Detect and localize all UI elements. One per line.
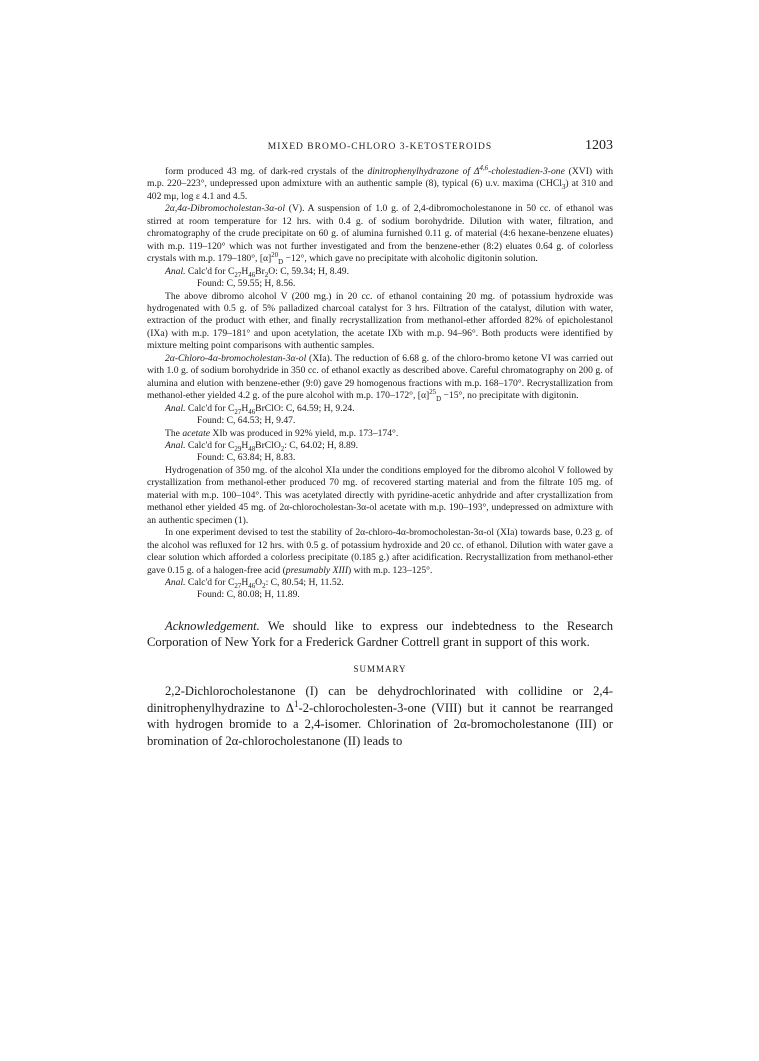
text-run: O: C, 59.34; H, 8.49.: [268, 265, 349, 277]
text-run: Found: C, 80.08; H, 11.89.: [197, 589, 300, 601]
text-run: Calc'd for C: [185, 576, 235, 588]
text-run: -2-chlorocholesten-3-one (VIII) but it cannot be rearranged with hydrogen bromide to a 2,4-isomer. Chlorination of 2α-bromocholestanone (III) or bromination of 2α-chlorocholestanone (II) leads to: [147, 700, 613, 748]
text-run: acetate: [182, 427, 211, 439]
found-line: [147, 452, 613, 464]
text-run: BrClO: [255, 439, 281, 451]
superscript: 25: [429, 388, 437, 396]
subscript: D: [436, 396, 442, 404]
text-run: Br: [255, 265, 265, 277]
text-run: The above dibromo alcohol V (200 mg.) in 20 cc. of ethanol containing 20 mg. of potassium hydroxide was hydrogenated with 0.5 g. of 5% palladized charcoal catalyst for 3 hrs. Filtration of the catalyst, dilution with water, extraction of the product with ether, and finally recrystallization from methanol-ether afforded 82% of epicholestanol (IXa) with m.p. 179–181° and upon acetylation, the acetate IXb with m.p. 94–96°. Both products were identified by mixture melting point comparisons with authentic samples.: [147, 290, 613, 352]
journal-page: [147, 138, 613, 749]
text-run: BrClO: C, 64.59; H, 9.24.: [255, 402, 355, 414]
subscript: 48: [248, 445, 256, 453]
text-run: Anal.: [165, 265, 186, 277]
subscript: D: [278, 259, 284, 267]
text-run: Calc'd for C: [185, 439, 235, 451]
page-header: [147, 138, 613, 162]
text-run: Anal.: [165, 439, 186, 451]
subscript: 3: [561, 184, 566, 192]
found-line: [147, 589, 613, 601]
text-run: : C, 80.54; H, 11.52.: [265, 576, 344, 588]
analysis-line: [147, 428, 613, 440]
text-run: Calc'd for C: [185, 402, 235, 414]
body-paragraph: [147, 166, 613, 203]
text-run: In one experiment devised to test the stability of 2α-chloro-4α-bromocholestan-3α-ol (XIa) towards base, 0.23 g. of the alcohol was refluxed for 12 hrs. with 0.5 g. of potassium hydroxide and 20 cc. of ethanol. Dilution with water gave a clear solution which afforded a colorless precipitate (0.185 g.) after acidification. Recrystallization from methanol-ether gave 0.15 g. of a halogen-free acid (: [147, 527, 613, 576]
text-run: dinitrophenylhydrazone of Δ: [367, 166, 480, 177]
subscript: 2: [264, 271, 269, 279]
text-run: H: [241, 402, 249, 414]
text-run: ) at 310 and 402 mμ, log ε 4.1 and 4.5.: [147, 178, 613, 202]
text-run: Anal.: [165, 576, 186, 588]
analysis-line: [147, 577, 613, 589]
summary-heading: SUMMARY: [353, 664, 407, 675]
subscript: 29: [234, 445, 242, 453]
text-run: 2α,4α-Dibromocholestan-3α-ol: [165, 203, 286, 215]
text-run: Acknowledgement.: [165, 618, 260, 633]
text-run: The: [165, 427, 183, 439]
text-run: Anal.: [165, 402, 186, 414]
subscript: 46: [248, 271, 256, 279]
body-paragraph: [147, 203, 613, 265]
analysis-line: [147, 403, 613, 415]
text-run: −12°, which gave no precipitate with alcoholic digitonin solution.: [283, 253, 538, 265]
text-run: 2α-Chloro-4α-bromocholestan-3α-ol: [165, 352, 307, 364]
text-run: H: [241, 439, 249, 451]
text-run: 2,2-Dichlorocholestanone (I) can be dehydrochlorinated with collidine or 2,4-dinitrophenylhydrazine to Δ: [147, 684, 613, 715]
text-run: ) with m.p. 123–125°.: [348, 564, 433, 576]
acknowledgement-section: [147, 618, 613, 651]
subscript: 27: [234, 408, 242, 416]
subscript: 27: [234, 582, 242, 590]
text-run: (XVI) with m.p. 220–223°, undepressed upon admixture with an authentic sample (8), typical (6) u.v. maxima (CHCl: [147, 166, 613, 190]
text-run: Found: C, 63.84; H, 8.83.: [197, 452, 296, 464]
text-run: XIb was produced in 92% yield, m.p. 173–174°.: [210, 427, 399, 439]
summary-paragraph: [147, 683, 613, 749]
text-run: Found: C, 59.55; H, 8.56.: [197, 278, 296, 290]
subscript: 2: [280, 445, 285, 453]
text-run: −15°, no precipitate with digitonin.: [441, 390, 579, 402]
text-run: Hydrogenation of 350 mg. of the alcohol XIa under the conditions employed for the dibromo alcohol V followed by crystallization from methanol-ether produced 70 mg. of recovered starting material and from the filtrate 105 mg. of material with m.p. 100–104°. This was acetylated directly with pyridine-acetic anhydride and after crystallization from methanol ether yielded 45 mg. of 2α-chlorocholestan-3α-ol acetate with m.p. 190–193°, undepressed on admixture with an authentic specimen (1).: [147, 464, 613, 526]
found-line: [147, 278, 613, 290]
body-paragraph: [147, 291, 613, 353]
text-run: Calc'd for C: [185, 265, 235, 277]
superscript: 4,6: [479, 164, 489, 172]
text-run: We should like to express our indebtedness to the Research Corporation of New York for a Frederick Gardner Cottrell grant in support of this work.: [147, 618, 613, 650]
running-title: MIXED BROMO-CHLORO 3-KETOSTEROIDS: [267, 142, 493, 152]
found-line: [147, 415, 613, 427]
text-run: O: [255, 576, 263, 588]
text-run: form produced 43 mg. of dark-red crystals of the: [165, 166, 368, 177]
text-run: -cholestadien-3-one: [488, 166, 565, 177]
body-paragraph: [147, 527, 613, 577]
text-run: H: [241, 265, 249, 277]
subscript: 27: [234, 271, 242, 279]
text-run: (XIa). The reduction of 6.68 g. of the chloro-bromo ketone VI was carried out with 1.0 g. of sodium borohydride in 350 cc. of ethanol exactly as described above. Careful chromatography on 200 g. of alumina and elution with benzene-ether (9:0) gave 29 homogenous fractions with m.p. 168–170°. Recrystallization from methanol-ether yielded 4.2 g. of the pure alcohol with m.p. 170–172°, [α]: [147, 352, 613, 402]
text-run: Found: C, 64.53; H, 9.47.: [197, 415, 296, 427]
text-run: presumably XIII: [285, 564, 349, 576]
body-paragraph: [147, 353, 613, 403]
text-run: (V). A suspension of 1.0 g. of 2,4-dibromocholestanone in 50 cc. of ethanol was stirred at room temperature for 12 hrs. with 0.4 g. of sodium borohydride. Dilution with water, filtration, and chromatography of the crude precipitate on 60 g. of alumina furnished 0.11 g. of material (4:6 hexane-benzene eluates) with m.p. 119–120° which was not further investigated and from the benzene-ether (8:2) eluates 0.64 g. of colorless crystals with m.p. 179–180°, [α]: [147, 203, 613, 265]
experimental-section: [147, 166, 613, 602]
analysis-line: [147, 266, 613, 278]
superscript: 20: [271, 251, 279, 259]
text-run: H: [241, 576, 249, 588]
summary-section: [147, 683, 613, 749]
subscript: 2: [262, 582, 266, 590]
superscript: 1: [293, 698, 299, 709]
body-paragraph: [147, 465, 613, 527]
subscript: 46: [248, 582, 256, 590]
text-run: : C, 64.02; H, 8.89.: [284, 439, 359, 451]
analysis-line: [147, 440, 613, 452]
page-number: 1203: [585, 138, 613, 153]
subscript: 46: [248, 408, 256, 416]
acknowledgement-paragraph: [147, 618, 613, 651]
